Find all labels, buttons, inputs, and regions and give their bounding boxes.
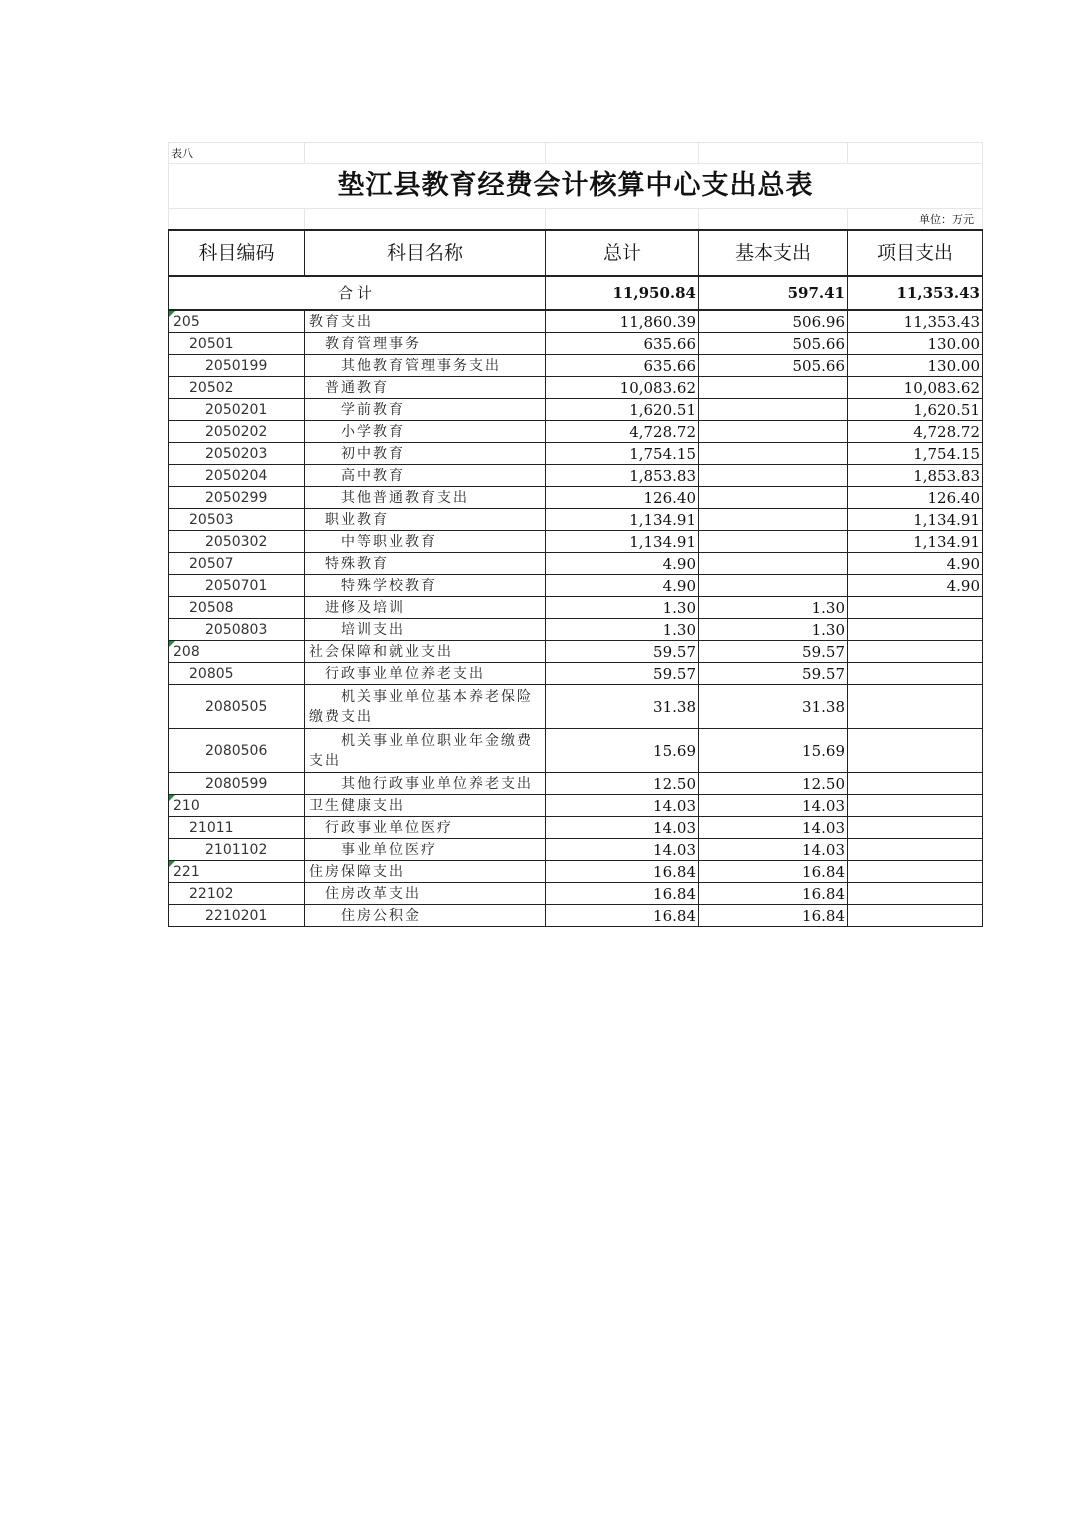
row-code: 20805 (169, 663, 305, 685)
row-code: 2050701 (169, 575, 305, 597)
row-name: 住房公积金 (305, 905, 546, 927)
row-name: 普通教育 (305, 377, 546, 399)
row-project: 1,620.51 (848, 399, 983, 421)
table-row (169, 905, 983, 927)
header-total: 总计 (546, 230, 699, 276)
row-project: 11,353.43 (848, 310, 983, 333)
table-row (169, 817, 983, 839)
table-row (169, 773, 983, 795)
row-basic: 1.30 (699, 597, 848, 619)
row-total: 635.66 (546, 355, 699, 377)
row-basic: 59.57 (699, 641, 848, 663)
row-basic (699, 399, 848, 421)
row-basic: 14.03 (699, 795, 848, 817)
row-total: 14.03 (546, 839, 699, 861)
row-total: 1,754.15 (546, 443, 699, 465)
row-code: 2080506 (169, 729, 305, 773)
row-code: 2050199 (169, 355, 305, 377)
row-basic (699, 487, 848, 509)
row-code: 22102 (169, 883, 305, 905)
total-row (169, 276, 983, 310)
row-basic (699, 465, 848, 487)
row-total: 1,620.51 (546, 399, 699, 421)
row-code: 2080505 (169, 685, 305, 729)
row-total: 15.69 (546, 729, 699, 773)
row-name: 小学教育 (305, 421, 546, 443)
row-basic: 506.96 (699, 310, 848, 333)
row-name: 培训支出 (305, 619, 546, 641)
header-code: 科目编码 (169, 230, 305, 276)
row-project: 1,134.91 (848, 531, 983, 553)
row-code: 2080599 (169, 773, 305, 795)
sheet-label-row (169, 143, 983, 164)
row-name: 职业教育 (305, 509, 546, 531)
table-row (169, 685, 983, 729)
row-name: 特殊教育 (305, 553, 546, 575)
total-basic: 597.41 (699, 276, 848, 310)
row-basic: 1.30 (699, 619, 848, 641)
row-basic (699, 575, 848, 597)
row-code: 2101102 (169, 839, 305, 861)
row-code: 20502 (169, 377, 305, 399)
table-row (169, 619, 983, 641)
row-name: 其他教育管理事务支出 (305, 355, 546, 377)
row-name: 行政事业单位医疗 (305, 817, 546, 839)
table-row (169, 355, 983, 377)
row-basic: 505.66 (699, 333, 848, 355)
row-basic: 31.38 (699, 685, 848, 729)
table-row (169, 487, 983, 509)
expenditure-table (168, 142, 983, 927)
table-row (169, 443, 983, 465)
row-code: 2050803 (169, 619, 305, 641)
row-code: 2050302 (169, 531, 305, 553)
row-total: 16.84 (546, 861, 699, 883)
row-total: 1,134.91 (546, 531, 699, 553)
row-basic (699, 509, 848, 531)
row-code: 210 (169, 795, 305, 817)
row-basic: 12.50 (699, 773, 848, 795)
row-basic: 59.57 (699, 663, 848, 685)
row-name: 事业单位医疗 (305, 839, 546, 861)
row-project: 1,754.15 (848, 443, 983, 465)
title-row (169, 164, 983, 209)
row-name: 住房改革支出 (305, 883, 546, 905)
row-code: 2050203 (169, 443, 305, 465)
row-project (848, 861, 983, 883)
row-total: 1,853.83 (546, 465, 699, 487)
unit-row (169, 209, 983, 231)
table-row (169, 465, 983, 487)
row-total: 1,134.91 (546, 509, 699, 531)
row-project: 4,728.72 (848, 421, 983, 443)
row-code: 20501 (169, 333, 305, 355)
row-code: 208 (169, 641, 305, 663)
row-basic: 14.03 (699, 839, 848, 861)
row-project: 126.40 (848, 487, 983, 509)
table-row (169, 310, 983, 333)
table-body (169, 310, 983, 927)
row-total: 4.90 (546, 553, 699, 575)
row-total: 4.90 (546, 575, 699, 597)
table-row (169, 641, 983, 663)
table-row (169, 531, 983, 553)
row-project (848, 663, 983, 685)
table-row (169, 509, 983, 531)
row-total: 4,728.72 (546, 421, 699, 443)
row-name: 学前教育 (305, 399, 546, 421)
expenditure-sheet (168, 142, 982, 927)
row-project (848, 883, 983, 905)
table-row (169, 553, 983, 575)
row-total: 1.30 (546, 597, 699, 619)
row-project (848, 685, 983, 729)
table-row (169, 575, 983, 597)
row-basic: 16.84 (699, 861, 848, 883)
row-name: 高中教育 (305, 465, 546, 487)
row-basic (699, 443, 848, 465)
row-project (848, 795, 983, 817)
row-total: 16.84 (546, 905, 699, 927)
row-code: 2210201 (169, 905, 305, 927)
unit-label: 单位：万元 (848, 209, 983, 231)
header-basic: 基本支出 (699, 230, 848, 276)
table-row (169, 795, 983, 817)
header-row (169, 230, 983, 276)
row-project: 1,134.91 (848, 509, 983, 531)
row-name: 其他普通教育支出 (305, 487, 546, 509)
row-project (848, 619, 983, 641)
row-name: 特殊学校教育 (305, 575, 546, 597)
table-row (169, 861, 983, 883)
table-row (169, 663, 983, 685)
row-code: 20507 (169, 553, 305, 575)
row-code: 2050201 (169, 399, 305, 421)
row-name: 机关事业单位基本养老保险缴费支出 (305, 685, 546, 729)
total-project: 11,353.43 (848, 276, 983, 310)
row-name: 住房保障支出 (305, 861, 546, 883)
row-total: 12.50 (546, 773, 699, 795)
table-row (169, 377, 983, 399)
row-basic (699, 553, 848, 575)
row-total: 59.57 (546, 663, 699, 685)
row-code: 20503 (169, 509, 305, 531)
row-project: 1,853.83 (848, 465, 983, 487)
table-row (169, 597, 983, 619)
row-project (848, 839, 983, 861)
table-row (169, 333, 983, 355)
row-basic: 16.84 (699, 905, 848, 927)
row-code: 205 (169, 310, 305, 333)
row-basic: 15.69 (699, 729, 848, 773)
row-project: 130.00 (848, 355, 983, 377)
row-total: 1.30 (546, 619, 699, 641)
row-total: 14.03 (546, 817, 699, 839)
row-code: 20508 (169, 597, 305, 619)
row-basic: 14.03 (699, 817, 848, 839)
row-name: 其他行政事业单位养老支出 (305, 773, 546, 795)
table-row (169, 729, 983, 773)
row-name: 中等职业教育 (305, 531, 546, 553)
row-code: 2050204 (169, 465, 305, 487)
row-total: 16.84 (546, 883, 699, 905)
row-name: 卫生健康支出 (305, 795, 546, 817)
row-name: 进修及培训 (305, 597, 546, 619)
row-total: 635.66 (546, 333, 699, 355)
row-name: 机关事业单位职业年金缴费支出 (305, 729, 546, 773)
row-total: 31.38 (546, 685, 699, 729)
row-total: 10,083.62 (546, 377, 699, 399)
row-total: 11,860.39 (546, 310, 699, 333)
row-basic (699, 531, 848, 553)
row-project: 10,083.62 (848, 377, 983, 399)
row-code: 2050299 (169, 487, 305, 509)
row-project (848, 905, 983, 927)
row-total: 59.57 (546, 641, 699, 663)
row-basic: 16.84 (699, 883, 848, 905)
row-code: 2050202 (169, 421, 305, 443)
sheet-label: 表八 (169, 143, 305, 164)
header-name: 科目名称 (305, 230, 546, 276)
total-label: 合计 (169, 276, 546, 310)
total-total: 11,950.84 (546, 276, 699, 310)
row-project: 130.00 (848, 333, 983, 355)
row-code: 221 (169, 861, 305, 883)
row-code: 21011 (169, 817, 305, 839)
row-project (848, 597, 983, 619)
row-total: 14.03 (546, 795, 699, 817)
row-name: 行政事业单位养老支出 (305, 663, 546, 685)
table-row (169, 399, 983, 421)
row-project: 4.90 (848, 553, 983, 575)
row-name: 教育管理事务 (305, 333, 546, 355)
page-title: 垫江县教育经费会计核算中心支出总表 (169, 164, 983, 209)
row-basic (699, 421, 848, 443)
row-total: 126.40 (546, 487, 699, 509)
row-name: 初中教育 (305, 443, 546, 465)
row-project (848, 641, 983, 663)
header-project: 项目支出 (848, 230, 983, 276)
row-basic: 505.66 (699, 355, 848, 377)
row-name: 社会保障和就业支出 (305, 641, 546, 663)
row-project (848, 817, 983, 839)
row-project (848, 729, 983, 773)
table-row (169, 883, 983, 905)
row-basic (699, 377, 848, 399)
row-project: 4.90 (848, 575, 983, 597)
table-row (169, 421, 983, 443)
row-project (848, 773, 983, 795)
table-row (169, 839, 983, 861)
row-name: 教育支出 (305, 310, 546, 333)
